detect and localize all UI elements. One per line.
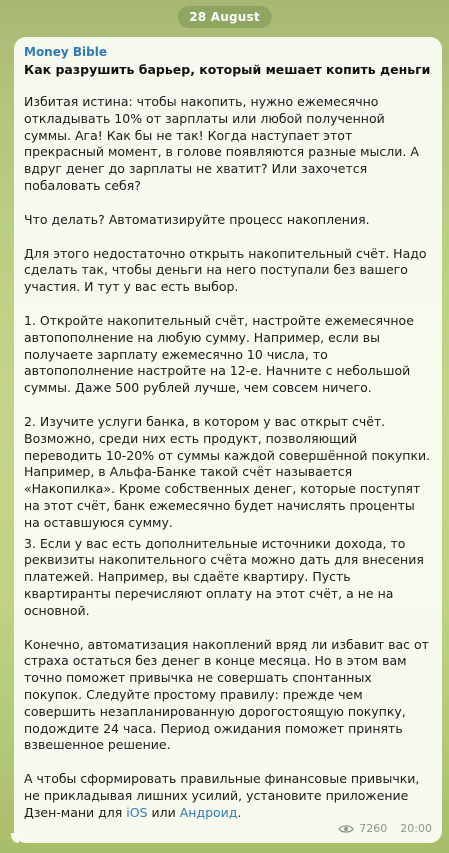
channel-name[interactable]: Money Bible xyxy=(24,45,107,59)
paragraph-step-2: 2. Изучите услуги банка, в котором у вас открыт счёт. Возможно, среди них есть продукт, позволяющий переводить 10-20% от суммы каждой совершённой покупки. Например, в Альфа-Банке такой счёт называется «Накопилка». Кроме собственных денег, которые поступят на этот счёт, банк ежемесячно будет начислять проценты на оставшуюся сумму. xyxy=(24,413,431,530)
post-body xyxy=(24,94,432,821)
eye-icon xyxy=(338,824,354,834)
paragraph-choice: Для этого недостаточно открыть накопительный счёт. Надо сделать так, чтобы деньги на него поступали без вашего участия. И тут у вас есть выбор. xyxy=(24,245,427,295)
link-separator: или xyxy=(147,804,180,820)
paragraph-intro: Избитая истина: чтобы накопить, нужно ежемесячно откладывать 10% от зарплаты или любой полученной суммы. Ага! Как бы не так! Когда наступает этот прекрасный момент, в голове появляются разные мысли. А вдруг денег до зарплаты не хватит? Или захочется побаловать себя? xyxy=(24,94,419,193)
paragraph-app xyxy=(24,771,432,821)
view-count: 7260 xyxy=(359,822,388,835)
message-meta xyxy=(338,822,432,835)
bubble-tail xyxy=(11,833,19,843)
app-text: А чтобы сформировать правильные финансовые привычки, не прикладывая лишних усилий, установите приложение Дзен-мани для xyxy=(24,771,420,820)
date-separator: 28 August xyxy=(177,6,272,28)
paragraph-question: Что делать? Автоматизируйте процесс накопления. xyxy=(24,211,370,227)
paragraph-advice: Конечно, автоматизация накоплений вряд ли избавит вас от страха остаться без денег в конце месяца. Но в этом вам точно поможет привычка не совершать спонтанных покупок. Следуйте простому правилу: прежде чем совершить незапланированную дорогостоящую покупку, подождите 24 часа. Период ожидания поможет принять взвешенное решение. xyxy=(24,636,429,753)
paragraph-step-3: 3. Если у вас есть дополнительные источники дохода, то реквизиты накопительного счёта можно дать для внесения платежей. Например, вы сдаёте квартиру. Пусть квартиранты перечисляют оплату на этот счёт, а не на основной. xyxy=(24,535,424,618)
app-text-end: . xyxy=(237,804,242,820)
paragraph-step-1: 1. Откройте накопительный счёт, настройте ежемесячное автопополнение на любую сумму. Например, если вы получаете зарплату ежемесячно 10 числа, то автопополнение настройте на 12-е. Начните с небольшой суммы. Даже 500 рублей лучше, чем совсем ничего. xyxy=(24,312,414,396)
message-time: 20:00 xyxy=(400,822,432,835)
message-bubble[interactable] xyxy=(14,37,442,843)
post-title: Как разрушить барьер, который мешает копить деньги xyxy=(24,62,431,77)
ios-link[interactable]: iOS xyxy=(126,804,148,820)
android-link[interactable]: Андроид xyxy=(179,804,238,820)
